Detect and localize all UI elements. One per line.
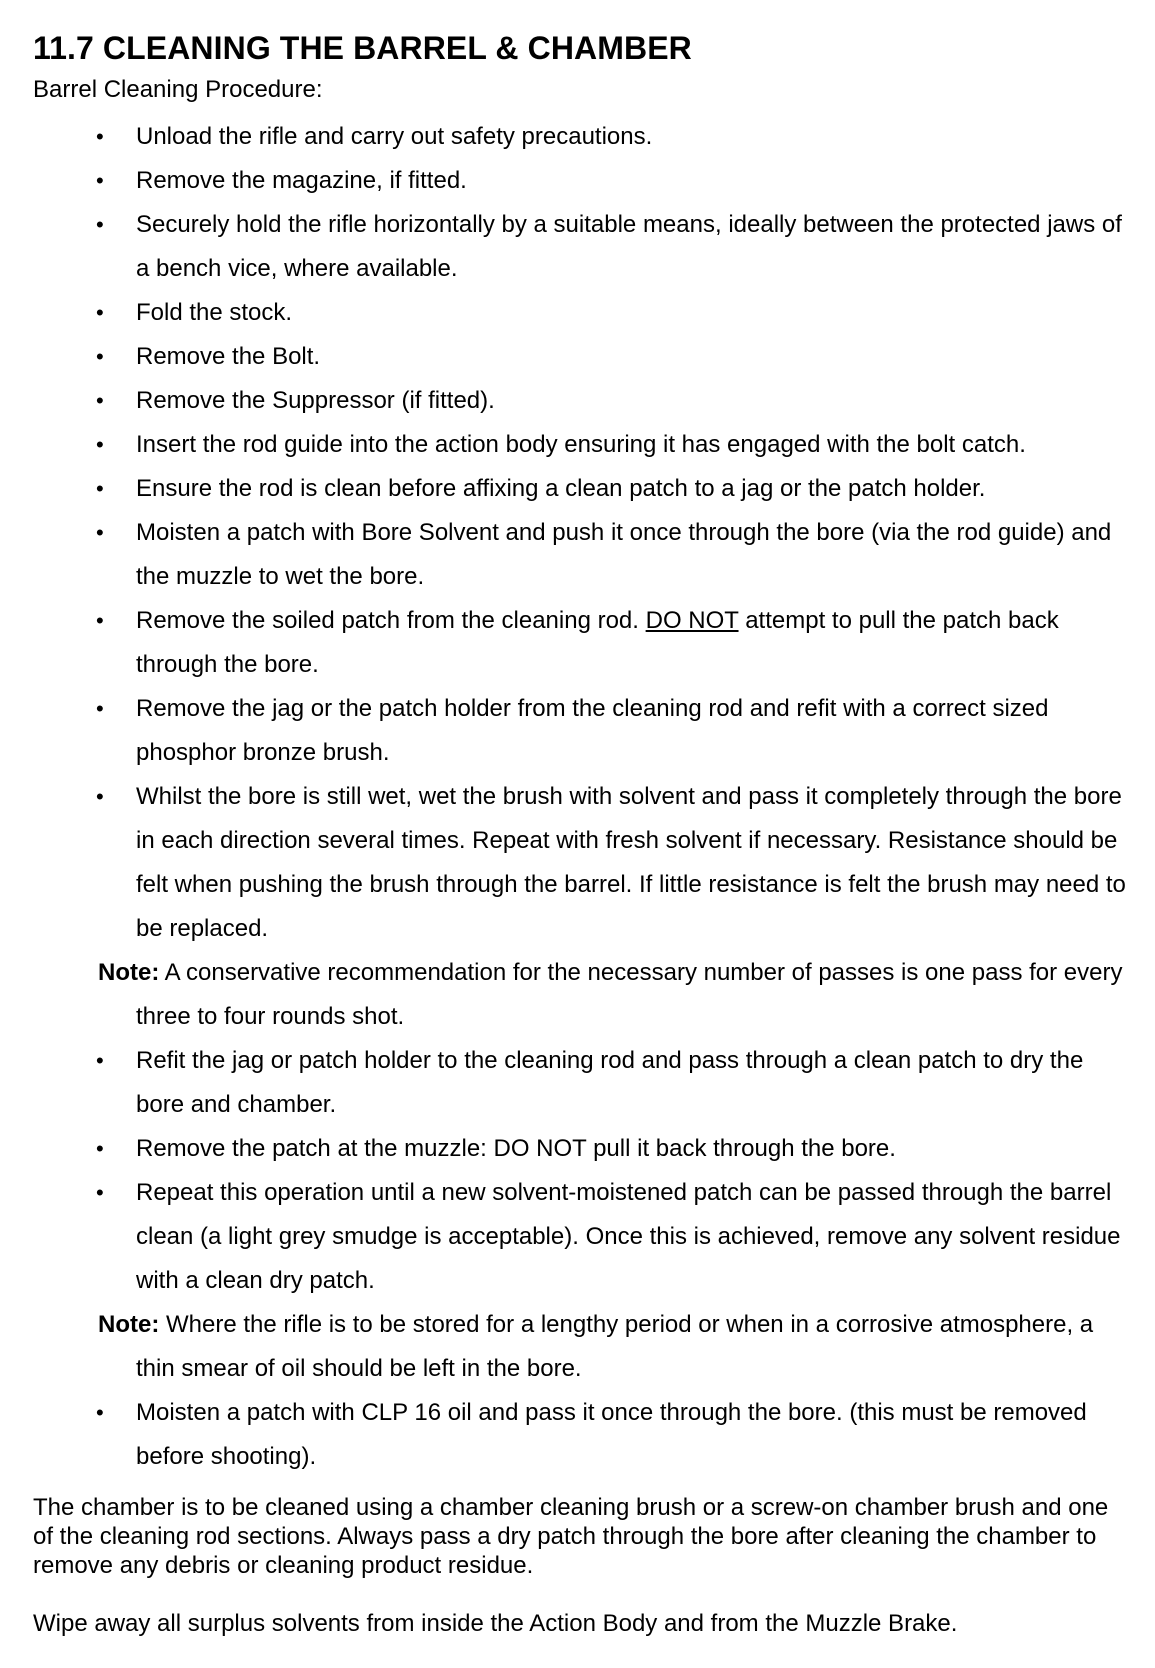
step-text: Unload the rifle and carry out safety precautions. <box>136 123 653 150</box>
step-text: Moisten a patch with CLP 16 oil and pass it once through the bore. (this must be removed before shooting). <box>136 1399 1087 1470</box>
list-item <box>33 1039 1127 1127</box>
bullet: • <box>96 784 104 809</box>
step-text-after: attempt to pull the patch back through the bore. <box>136 607 1059 678</box>
list-item <box>33 599 1127 687</box>
bullet: • <box>96 212 104 237</box>
bullet: • <box>96 432 104 457</box>
list-item <box>33 687 1127 775</box>
procedure-steps-list-c <box>33 1039 1127 1303</box>
bullet: • <box>96 608 104 633</box>
list-item <box>33 1171 1127 1303</box>
note-label: Note: <box>98 1311 160 1338</box>
list-item <box>33 379 1127 423</box>
list-item <box>33 775 1127 951</box>
bullet: • <box>96 696 104 721</box>
step-text: Whilst the bore is still wet, wet the brush with solvent and pass it completely through the bore in each direction several times. Repeat with fresh solvent if necessary. Resistance should be felt when pushing the brush through the barrel. If little resistance is felt the brush may need to be replaced. <box>136 783 1126 942</box>
note-passes <box>33 951 1127 1039</box>
bullet: • <box>96 476 104 501</box>
bullet: • <box>96 388 104 413</box>
bullet: • <box>96 124 104 149</box>
list-item <box>33 423 1127 467</box>
bullet: • <box>96 344 104 369</box>
procedure-steps-list-d <box>33 1391 1127 1479</box>
note-label: Note: <box>98 959 160 986</box>
list-item <box>33 335 1127 379</box>
bullet: • <box>96 1136 104 1161</box>
bullet: • <box>96 520 104 545</box>
list-item <box>33 1127 1127 1171</box>
note-text: Where the rifle is to be stored for a lengthy period or when in a corrosive atmosphere, a thin smear of oil should be left in the bore. <box>136 1311 1094 1382</box>
bullet: • <box>96 1048 104 1073</box>
step-text: Remove the magazine, if fitted. <box>136 167 467 194</box>
step-text: Remove the jag or the patch holder from the cleaning rod and refit with a correct sized phosphor bronze brush. <box>136 695 1049 766</box>
step-text: Fold the stock. <box>136 299 293 326</box>
list-item <box>33 511 1127 599</box>
step-text: Remove the patch at the muzzle: DO NOT pull it back through the bore. <box>136 1135 896 1162</box>
step-text-before: Remove the soiled patch from the cleaning rod. <box>136 607 646 634</box>
step-text: Repeat this operation until a new solvent-moistened patch can be passed through the barrel clean (a light grey smudge is acceptable). Once this is achieved, remove any solvent residue with a clean dry patch. <box>136 1179 1121 1294</box>
list-item <box>33 1391 1127 1479</box>
step-text: Remove the Suppressor (if fitted). <box>136 387 495 414</box>
step-text: Securely hold the rifle horizontally by a suitable means, ideally between the protected jaws of a bench vice, where available. <box>136 211 1122 282</box>
list-item <box>33 467 1127 511</box>
step-text: Remove the Bolt. <box>136 343 321 370</box>
list-item <box>33 203 1127 291</box>
bullet: • <box>96 300 104 325</box>
step-text: Insert the rod guide into the action body ensuring it has engaged with the bolt catch. <box>136 431 1026 458</box>
step-text: Moisten a patch with Bore Solvent and push it once through the bore (via the rod guide) and the muzzle to wet the bore. <box>136 519 1112 590</box>
bullet: • <box>96 1180 104 1205</box>
procedure-steps-list-a <box>33 115 1127 951</box>
wipe-solvents-paragraph: Wipe away all surplus solvents from inside the Action Body and from the Muzzle Brake. <box>33 1610 958 1637</box>
step-text: Ensure the rod is clean before affixing a clean patch to a jag or the patch holder. <box>136 475 986 502</box>
bullet: • <box>96 1400 104 1425</box>
do-not-emphasis: DO NOT <box>645 607 739 634</box>
list-item <box>33 115 1127 159</box>
list-item <box>33 159 1127 203</box>
list-item <box>33 291 1127 335</box>
page-title: 11.7 CLEANING THE BARREL & CHAMBER <box>33 30 692 66</box>
bullet: • <box>96 168 104 193</box>
note-text: A conservative recommendation for the necessary number of passes is one pass for every three to four rounds shot. <box>136 959 1123 1030</box>
chamber-cleaning-paragraph: The chamber is to be cleaned using a chamber cleaning brush or a screw-on chamber brush and one of the cleaning rod sections. Always pass a dry patch through the bore after cleaning the chamber to remove any debris or cleaning product residue. <box>33 1494 1109 1579</box>
procedure-subheading: Barrel Cleaning Procedure: <box>33 76 323 103</box>
note-storage <box>33 1303 1127 1391</box>
step-text: Refit the jag or patch holder to the cleaning rod and pass through a clean patch to dry the bore and chamber. <box>136 1047 1084 1118</box>
